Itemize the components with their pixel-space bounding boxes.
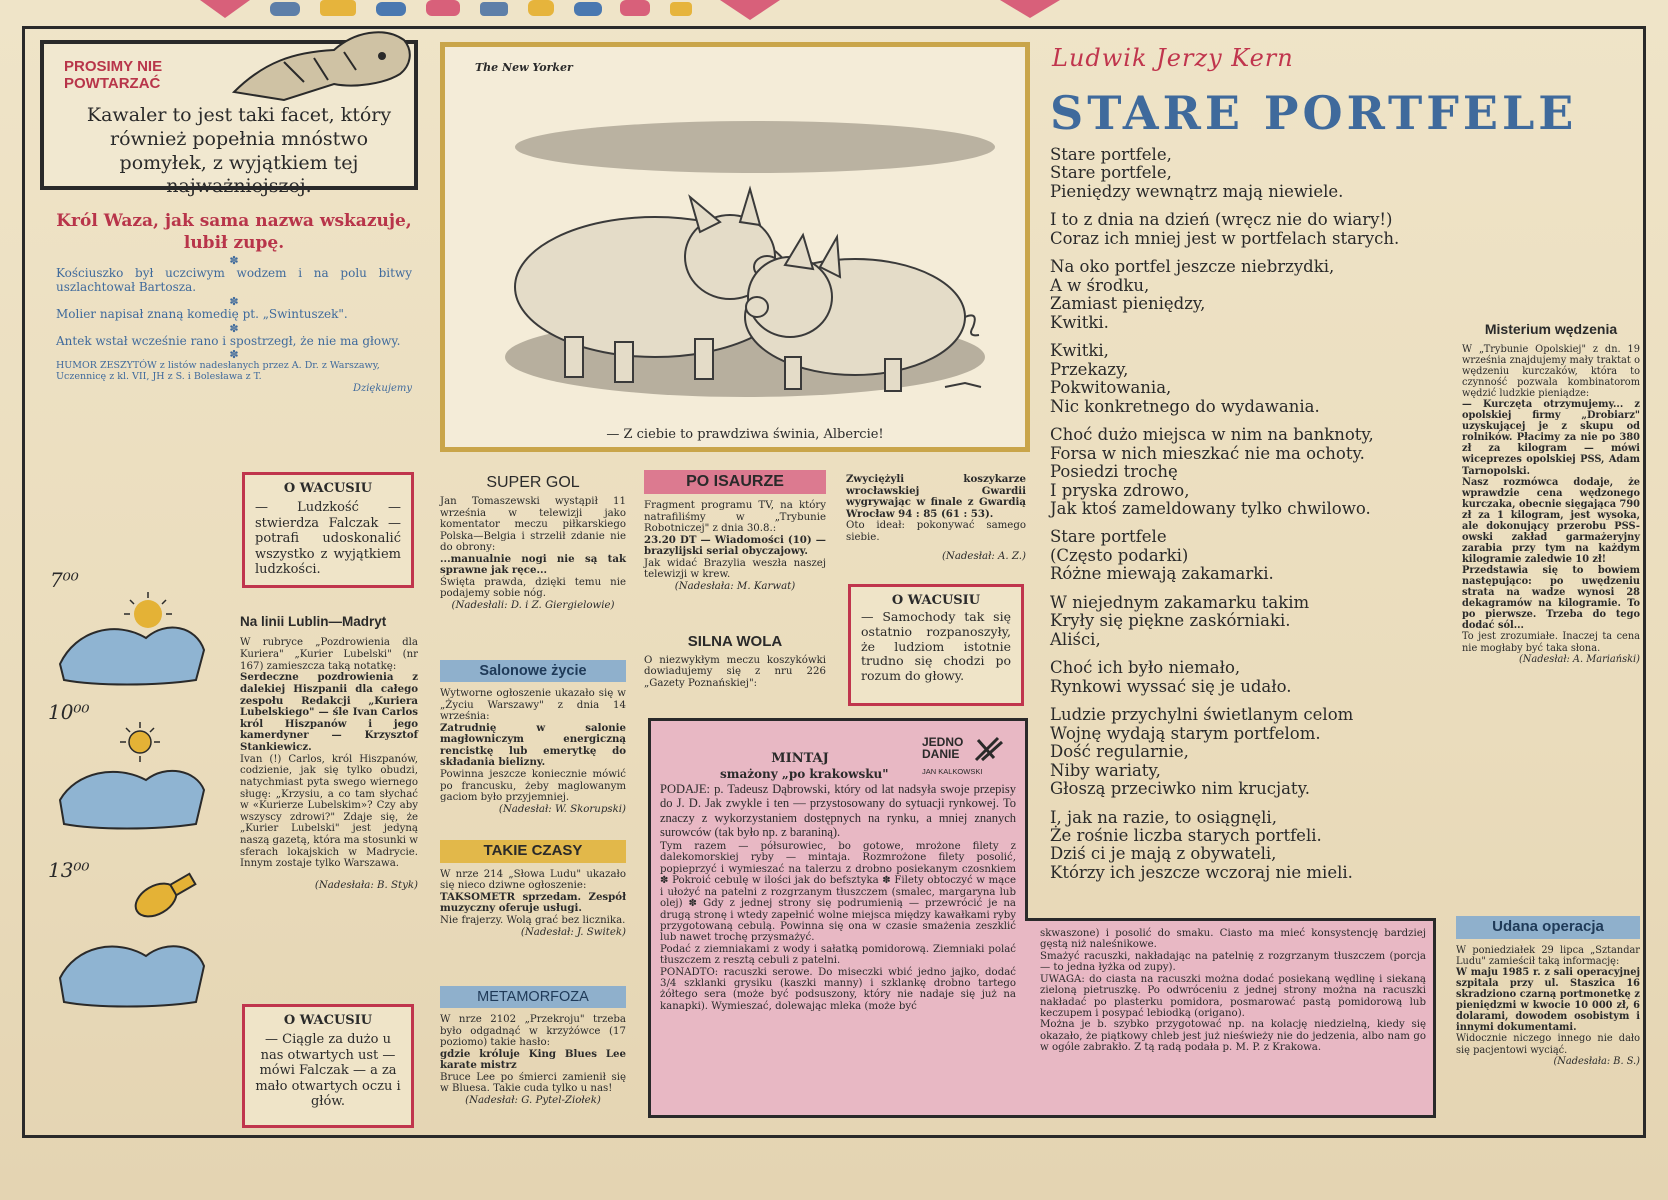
salonowe-credit: (Nadesłał: W. Skorupski): [498, 803, 626, 815]
udana-quote: W maju 1985 r. z sali operacyjnej szpitala przy ul. Staszica 16 skradziono czarną portmonetkę z pieniędzmi w kwocie 10 000 zł, 6 dolarami, dowodem osobistym i innymi dokumentami.: [1456, 967, 1640, 1034]
poem-line: Dość regularnie,: [1050, 742, 1189, 762]
asterisk-divider: ✽: [229, 321, 239, 335]
time-label: 10⁰⁰: [48, 700, 90, 724]
misterium-credit: (Nadesłał: A. Mariański): [1518, 653, 1640, 665]
supergol-quote: ...manualnie nogi nie są tak sprawne jak ręce...: [440, 552, 626, 577]
humor-item: Molier napisał znaną komedię pt. „Swintuszek".: [56, 306, 348, 321]
humor-item: Kościuszko był uczciwym wodzem i na polu bitwy uszlachtował Bartosza.: [56, 266, 412, 294]
koszykarze-quote: Zwyciężyli koszykarze wrocławskiej Gwardii wygrywając w finale z Gwardią Wrocław 94 : 85 (61 : 53).: [846, 473, 1026, 520]
poem-stanza: [1050, 258, 1450, 332]
humor-thanks: Dziękujemy: [352, 383, 412, 395]
poem-line: I, jak na razie, to osiągnęli,: [1050, 807, 1277, 827]
jedno-danie-logo: [922, 736, 1006, 780]
mintaj-col2a: skwaszone) i posolić do smaku. Ciasto ma mieć konsystencję bardziej gęstą niż naleśnikowe.: [1040, 928, 1426, 951]
mintaj-body3: PONADTO: racuszki serowe. Do miseczki wbić jedno jajko, dodać 3/4 szklanki grysiku (kaszki manny) i szklankę drobno tartego żółtego sera (może być podsuszony, który nie nadaje się już na kanapki). Wymieszać, dolewając mleka (może być: [660, 966, 1016, 1012]
poem-line: Niby wariaty,: [1050, 760, 1161, 780]
wacus-title: O WACUSIU: [283, 1013, 373, 1028]
poem-line: Zamiast pieniędzy,: [1050, 294, 1206, 314]
poem-stanza: [1050, 426, 1450, 518]
poem-line: Kryły się piękne zaskórniaki.: [1050, 611, 1291, 631]
poem-line: Stare portfele: [1050, 527, 1167, 547]
poem-line: Coraz ich mniej jest w portfelach starych.: [1050, 228, 1400, 248]
silnawola-article: [644, 634, 826, 689]
poem-line: A w środku,: [1050, 275, 1150, 295]
poem-line: Pokwitowania,: [1050, 378, 1172, 398]
poem-line: Rynkowi wyssać się je udało.: [1050, 676, 1292, 696]
poem-line: Że rośnie liczba starych portfeli.: [1050, 826, 1322, 845]
mintaj-col2c: UWAGA: do ciasta na racuszki można dodać posiekaną wędlinę i siekaną zieloną pietruszkę. Po odwróceniu z jednej strony można na racuszki nakładać po plasterku pomidora, posmarować pastą pomidorową lub keczupem i posypać lebiodką (origano).: [1040, 973, 1426, 1019]
poem-stanza: [1050, 594, 1450, 649]
koszykarze-credit: (Nadesłał: A. Z.): [941, 551, 1026, 563]
asterisk-divider: ✽: [229, 254, 239, 268]
isaurze-body2: Jak widać Brazylia weszła naszej telewizji w krew.: [644, 557, 826, 581]
recipe-box-notch: [1024, 921, 1030, 1115]
humor-item: Antek wstał wcześnie rano i spostrzegł, że nie ma głowy.: [56, 333, 401, 348]
cartoon-source: The New Yorker: [475, 61, 573, 74]
udana-title: Udana operacja: [1456, 916, 1640, 939]
supergol-title: SUPER GOL: [486, 474, 580, 491]
isaurze-credit: (Nadesłała: M. Karwat): [674, 580, 796, 592]
udana-body2: Widocznie niczego innego nie dało się pacjentowi wyciąć.: [1456, 1033, 1640, 1056]
koszykarze-body2: Oto ideał: pokonywać samego siebie.: [846, 520, 1026, 543]
mintaj-title: MINTAJ: [771, 751, 829, 766]
cartoon-caption: — Z ciebie to prawdziwa świnia, Albercie!: [606, 427, 884, 442]
udana-body: W poniedziałek 29 lipca „Sztandar Ludu" zamieścił taką informację:: [1456, 944, 1640, 967]
takieczasy-body2: Nie frajerzy. Wolą grać bez licznika.: [440, 915, 626, 926]
wacus-text: — Samochody tak się ostatnio rozpanoszyły, że ludziom istotnie trudno się chodzi po rozum do głowy.: [861, 609, 1011, 683]
time-label: 7⁰⁰: [50, 568, 79, 592]
wacus-box: [848, 584, 1024, 706]
metamorfoza-credit: (Nadesłał: G. Pytel-Ziołek): [465, 1094, 601, 1106]
metamorfoza-body2: Bruce Lee po śmierci zamienił się w Bluesa. Takie cuda tylko u nas!: [440, 1071, 626, 1095]
koszykarze-article: [846, 474, 1026, 563]
poem-stanza: [1050, 706, 1450, 798]
salonowe-body: Wytworne ogłoszenie ukazało się w „Życiu Warszawy" z dnia 14 września:: [440, 688, 626, 723]
poem-line: Stare portfele,: [1050, 145, 1172, 164]
prosimy-header: PROSIMY NIE POWTARZAĆ: [64, 58, 163, 93]
mintaj-body2: Podać z ziemniakami z wody i sałatką pomidorową. Ziemniaki polać tłuszczem z resztą cebuli z patelni.: [660, 943, 1016, 967]
silnawola-body: O niezwykłym meczu koszykówki dowiadujemy się z nru 226 „Gazety Poznańskiej":: [644, 654, 826, 689]
isaurze-article: [644, 470, 826, 592]
poem-line: W niejednym zakamarku takim: [1050, 592, 1310, 612]
poem-line: Na oko portfel jeszcze niebrzydki,: [1050, 257, 1335, 277]
wacus-box: [242, 472, 414, 588]
poem-line: Nic konkretnego do wydawania.: [1050, 396, 1320, 416]
poem-author: Ludwik Jerzy Kern: [1052, 44, 1294, 72]
wacus-box: [242, 1004, 414, 1128]
lublin-quote: Serdeczne pozdrowienia z dalekiej Hiszpanii dla całego zespołu Redakcji „Kuriera Lubelskiego" — śle Ivan Carlos król Hiszpanów i jego kamerdyner — Krzysztof Stankiewicz.: [240, 671, 418, 753]
logo-author: JAN KALKOWSKI: [922, 767, 983, 776]
lublin-body2: Ivan (!) Carlos, król Hiszpanów, codzienie, jak się tylko obudzi, natychmiast pyta swego wiernego sługę: „Krzysiu, a co tam słychać w «Kurierze Lubelskim»? Czy aby wszyscy zdrowi?" Zdaje się, że „Kurier Lubelski" jest jedyną naszą gazetą, która ma stosunki w sferach lokajskich w Madrycie. Innym zostaje tylko Warszawa.: [240, 753, 418, 870]
sun-cloud-hills-icon: [56, 860, 206, 1008]
humor-title: Król Waza, jak sama nazwa wskazuje, lubił zupę.: [56, 211, 412, 254]
metamorfoza-quote: gdzie króluje King Blues Lee karate mistrz: [440, 1047, 626, 1072]
mintaj-intro: PODAJE: p. Tadeusz Dąbrowski, który od lat nadsyła swoje przepisy do J. D. Jak zwykle i ten — przystosowany do sytuacji rynkowej. To znaczy z wykorzystaniem dostępnych na rynku, a mniej znanych surowców (tak było np. z baraniną).: [660, 782, 1016, 839]
mintaj-recipe-col2: [1040, 928, 1426, 1054]
humor-section: [56, 210, 412, 394]
misterium-quote: — Kurczęta otrzymujemy... z opolskiej firmy „Drobiarz" uzyskującej je z skupu od rolników. Płacimy za nie po 380 zł za kilogram — mówi wiceprezes opolskiej PSS, Adam Tarnopolski.: [1462, 399, 1640, 477]
salonowe-body2: Powinna jeszcze koniecznie mówić po francusku, żeby maglowanym gaciom było przyjemniej.: [440, 768, 626, 804]
poem-line: Choć dużo miejsca w nim na banknoty,: [1050, 425, 1374, 445]
poem-line: I to z dnia na dzień (wręcz nie do wiary!): [1050, 210, 1393, 230]
supergol-body: Jan Tomaszewski wystąpił 11 września w telewizji jako komentator meczu piłkarskiego Polska—Belgia i strzelił zdanie nie do obrony:: [440, 496, 626, 554]
poem-line: Kwitki.: [1050, 312, 1109, 332]
poem-line: Wojnę wydają starym portfelom.: [1050, 723, 1321, 743]
poem-line: Głoszą przeciwko nim krucjaty.: [1050, 779, 1310, 799]
poem-line: Pieniędzy wewnątrz mają niewiele.: [1050, 181, 1344, 201]
sunrise-hills-icon: [56, 590, 206, 686]
poem-stanza: [1050, 146, 1450, 201]
time-label: 13⁰⁰: [48, 858, 90, 882]
humor-credit: HUMOR ZESZYTÓW z listów nadesłanych przez A. Dr. z Warszawy, Uczennicę z kl. VII, JH z S. i Bolesława z T.: [56, 360, 380, 383]
sun-hills-icon: [56, 720, 206, 830]
poem-stanza: [1050, 659, 1450, 696]
wacus-title: O WACUSIU: [891, 593, 981, 608]
misterium-body4: To jest zrozumiałe. Inaczej ta cena nie mogłaby być taka słona.: [1462, 631, 1640, 654]
salonowe-article: [440, 660, 626, 815]
poem-title: STARE PORTFELE: [1050, 86, 1578, 140]
salonowe-title: Salonowe życie: [440, 660, 626, 682]
wacus-text: — Ludzkość — stwierdza Falczak — potrafi udoskonalić wszystko z wyjątkiem ludzkości.: [255, 500, 401, 578]
poem-line: Przekazy,: [1050, 359, 1129, 379]
isaurze-body: Fragment programu TV, na który natrafiliśmy w „Trybunie Robotniczej" z dnia 30.8.:: [644, 500, 826, 535]
lublin-article: [240, 614, 418, 892]
poem-line: (Często podarki): [1050, 545, 1189, 565]
misterium-body2: Nasz rozmówca dodaje, że wprawdzie cena wędzonego kurczaka, obecnie sięgająca 790 zł za 1 kilogram, jest wysoka, ale dokonujący przerobu PSS-owski zakład garmażeryjny zarabia przy tym na każdym kilogramie zaledwie 10 zł!: [1462, 476, 1640, 565]
poem-line: Kwitki,: [1050, 341, 1109, 361]
lublin-title: Na linii Lublin—Madryt: [240, 614, 387, 629]
prosimy-text: Kawaler to jest taki facet, który również popełnia mnóstwo pomyłek, z wyjątkiem tej najważniejszej.: [86, 104, 392, 198]
supergol-body2: Święta prawda, dzięki temu nie podajemy sobie nóg.: [440, 576, 626, 600]
prosimy-box: [40, 40, 418, 198]
lublin-credit: (Nadesłała: B. Styk): [314, 879, 418, 891]
asterisk-divider: ✽: [229, 294, 239, 308]
wacus-title: O WACUSIU: [283, 481, 373, 496]
takieczasy-credit: (Nadesłał: J. Switek): [520, 926, 626, 938]
metamorfoza-article: [440, 986, 626, 1107]
poem-line: Ludzie przychylni świetlanym celom: [1050, 705, 1354, 725]
poem-body: [1050, 146, 1450, 882]
supergol-credit: (Nadesłali: D. i Z. Giergielowie): [451, 599, 615, 611]
misterium-article: [1462, 322, 1640, 665]
metamorfoza-body: W nrze 2102 „Przekroju" trzeba było odgadnąć w krzyżówce (17 poziomo) takie hasło:: [440, 1014, 626, 1049]
mintaj-subtitle: smażony „po krakowsku": [720, 767, 889, 781]
metamorfoza-title: METAMORFOZA: [440, 986, 626, 1008]
poem-stanza: [1050, 528, 1450, 583]
poem-line: Różne miewają zakamarki.: [1050, 564, 1274, 584]
poem-line: Forsa w nich mieszkać nie ma ochoty.: [1050, 443, 1365, 463]
poem-stanza: [1050, 211, 1450, 248]
mintaj-body: Tym razem — półsurowiec, bo gotowe, mrożone filety z dalekomorskiej ryby — mintaja. Rozmrożone filety posolić, popieprzyć i wymieszać na talerzu z drobno posiekanym czosnkiem ✽ Pokroić cebulę w ilości jak do befsztyka ✽ Filety obtoczyć w mące i ułożyć na patelni z rozgrzanym tłuszczem (smalec, margaryna lub olej) ✽ Gdy z jednej strony się podrumienią — przewrócić je na drugą stronę i wtedy zapełnić wolne miejsca między kawałkami ryby przygotowaną cebulą. Powinna się ona w czasie smażenia zeszklić lub nawet trochę przysmażyć.: [660, 841, 1016, 944]
mintaj-col2d: Można je b. szybko przygotować np. na kolację niedzielną, kiedy się okazało, że piątkowy chleb jest już nieświeży nie do jedzenia, albo nam go w ogóle zabrakło. Z tą radą podała p. M. P. z Krakowa.: [1040, 1019, 1426, 1054]
poem-line: Którzy ich jeszcze wczoraj nie mieli.: [1050, 862, 1353, 882]
logo-text: JEDNO DANIE: [922, 735, 964, 761]
shouting-man-illustration: [224, 22, 424, 102]
salonowe-quote: Zatrudnię w salonie magłowniczym energiczną rencistkę lub emerytkę do składania bielizny.: [440, 721, 626, 769]
asterisk-divider: ✽: [229, 348, 239, 362]
poem-stanza: [1050, 342, 1450, 416]
poem-line: Aliści,: [1050, 629, 1101, 649]
poem-line: Dziś ci je mają z obywateli,: [1050, 844, 1277, 864]
takieczasy-title: TAKIE CZASY: [440, 840, 626, 863]
takieczasy-article: [440, 840, 626, 938]
pigs-cartoon-image: [485, 107, 1005, 407]
masthead-decoration: [180, 0, 1140, 22]
silnawola-title: SILNA WOLA: [687, 633, 783, 650]
takieczasy-quote: TAKSOMETR sprzedam. Zespół muzyczny oferuje usługi.: [440, 890, 626, 915]
poem-line: Stare portfele,: [1050, 163, 1172, 183]
poem-line: I pryska zdrowo,: [1050, 480, 1190, 500]
utensils-icon: [974, 736, 1004, 762]
isaurze-title: PO ISAURZE: [644, 470, 826, 494]
poem-line: Posiedzi trochę: [1050, 462, 1178, 482]
cartoon-frame: [440, 42, 1030, 452]
recipe-header: [660, 728, 1016, 782]
lublin-body: W rubryce „Pozdrowienia dla Kuriera" „Kurier Lubelski" (nr 167) zamieszcza taką notatkę:: [240, 637, 418, 672]
isaurze-quote: 23.20 DT — Wiadomości (10) — brazylijski serial obyczajowy.: [644, 533, 826, 558]
misterium-body3: Przedstawia się to bowiem następująco: po uwędzeniu strata na wadze wynosi 28 dekagramów na kilogramie. To po pierwsze. Trzeba do tego dodać sól...: [1462, 565, 1640, 632]
poem-line: Choć ich było niemało,: [1050, 658, 1241, 678]
mintaj-col2b: Smażyć racuszki, nakładając na patelnię z rozgrzanym tłuszczem (porcja — to jedna łyżka od zupy).: [1040, 950, 1426, 974]
poem-stanza: [1050, 809, 1450, 883]
misterium-title: Misterium wędzenia: [1484, 321, 1618, 337]
takieczasy-body: W nrze 214 „Słowa Ludu" ukazało się nieco dziwne ogłoszenie:: [440, 868, 626, 892]
udana-credit: (Nadesłała: B. S.): [1553, 1055, 1640, 1067]
wacus-text: — Ciągle za dużo u nas otwartych ust — mówi Falczak — a za mało otwartych oczu i głów.: [255, 1032, 401, 1110]
mintaj-recipe: [660, 728, 1016, 1012]
udana-article: [1456, 916, 1640, 1067]
poem-line: Jak ktoś zameldowany tylko chwilowo.: [1050, 498, 1371, 518]
supergol-article: [440, 474, 626, 611]
misterium-body: W „Trybunie Opolskiej" z dn. 19 września znajdujemy mały traktat o wędzeniu kurczaków, która to czynność pozwala kombinatorom wędzić ludzkie pieniądze:: [1462, 343, 1640, 400]
